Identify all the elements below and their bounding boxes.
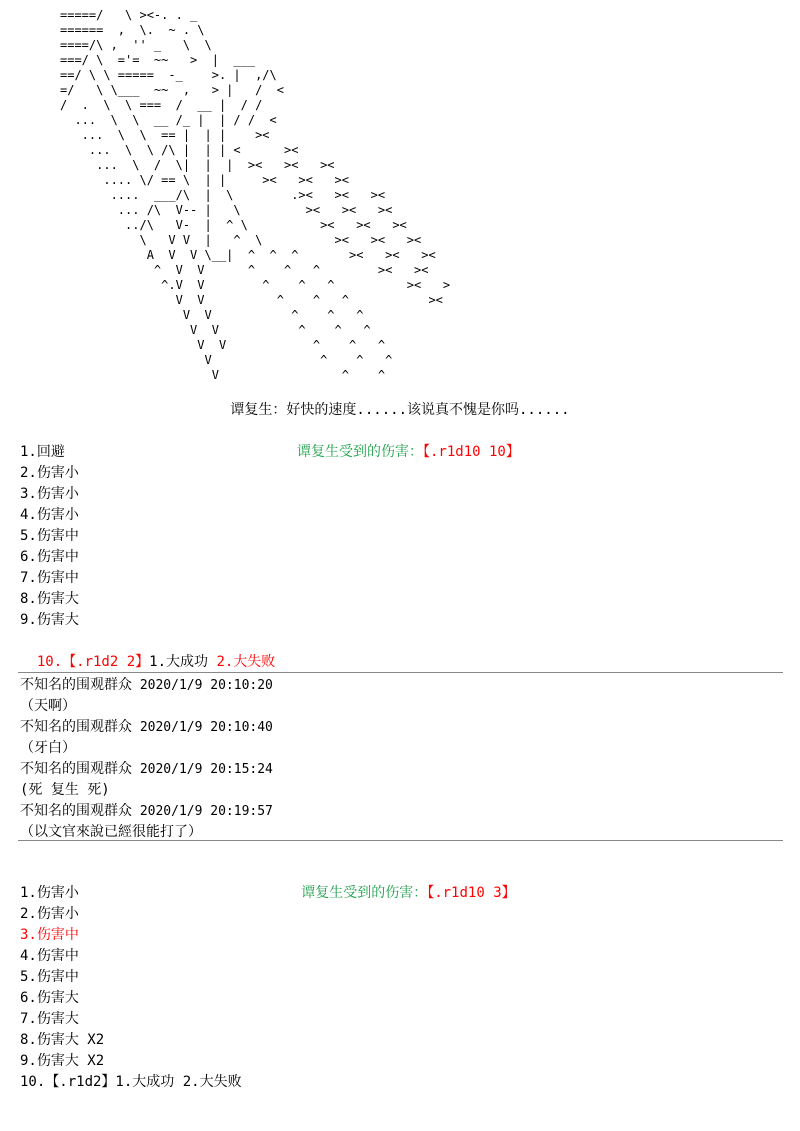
comment-text: (死 复生 死) xyxy=(20,782,110,798)
comment-text: （以文官來說已經很能打了） xyxy=(20,824,202,840)
comment-user: 不知名的围观群众 xyxy=(20,677,132,693)
damage-item: 1.伤害小 xyxy=(20,885,79,901)
comment-header xyxy=(20,801,273,822)
damage-item: 9.伤害大 xyxy=(20,612,79,628)
damage-item: 6.伤害大 xyxy=(20,990,79,1006)
damage-item: 5.伤害中 xyxy=(20,969,79,985)
comment-header xyxy=(20,675,273,696)
comment-header xyxy=(20,717,273,738)
damage-item: 2.伤害小 xyxy=(20,906,79,922)
comment-header xyxy=(20,759,273,780)
divider-top xyxy=(18,672,783,673)
item10-roll: 10.【.r1d2 2】 xyxy=(36,654,150,670)
comment-time: 2020/1/9 20:19:57 xyxy=(132,804,273,819)
comment-user: 不知名的围观群众 xyxy=(20,719,132,735)
damage-item: 7.伤害中 xyxy=(20,570,79,586)
damage-item: 4.伤害小 xyxy=(20,507,79,523)
damage-item-10 xyxy=(20,631,275,673)
comment-user: 不知名的围观群众 xyxy=(20,761,132,777)
item10-option-2: 2.大失败 xyxy=(216,654,276,670)
damage-item: 7.伤害大 xyxy=(20,1011,79,1027)
damage-prefix: 谭复生受到的伤害： xyxy=(301,885,428,901)
damage-prefix: 谭复生受到的伤害： xyxy=(297,444,423,460)
damage-item: 9.伤害大 X2 xyxy=(20,1053,105,1069)
comment-text: （牙白） xyxy=(20,740,76,756)
damage-item: 1.回避 xyxy=(20,444,65,460)
damage-roll-result: 【.r1d10 10】 xyxy=(423,444,520,460)
dialogue-line: 谭复生：好快的速度......该说真不愧是你吗...... xyxy=(230,402,570,418)
damage-item: 8.伤害大 X2 xyxy=(20,1032,105,1048)
comment-time: 2020/1/9 20:15:24 xyxy=(132,762,273,777)
comment-time: 2020/1/9 20:10:20 xyxy=(132,678,273,693)
comment-time: 2020/1/9 20:10:40 xyxy=(132,720,273,735)
damage-item: 3.伤害中 xyxy=(20,927,79,943)
comment-text: （天啊） xyxy=(20,698,76,714)
divider-bottom xyxy=(18,840,783,841)
damage-item: 5.伤害中 xyxy=(20,528,79,544)
damage-item: 10.【.r1d2】1.大成功 2.大失败 xyxy=(20,1074,242,1090)
damage-item: 4.伤害中 xyxy=(20,948,79,964)
item10-option-1: 1.大成功 xyxy=(149,654,217,670)
damage-item: 3.伤害小 xyxy=(20,486,79,502)
damage-item: 2.伤害小 xyxy=(20,465,79,481)
comment-user: 不知名的围观群众 xyxy=(20,803,132,819)
damage-item: 6.伤害中 xyxy=(20,549,79,565)
damage-roll-result: 【.r1d10 3】 xyxy=(427,885,516,901)
damage-roll-header-2 xyxy=(0,862,800,904)
damage-roll-header-1 xyxy=(0,421,800,463)
ascii-art-illustration: =====/ \ ><-. . _ ====== , \. ~ . \ ====/\ , '' _ \ \ ===/ \ ='= ~~ > | ___ ==/ \ \ ===== -_ >. | ,/\ =/ \ \___ ~~ , > | / < / . \ \ === / __ | / / ... \ \ __ /_ | | / / < ... \ \ == | | | >< ... \ \ /\ | | | < >< ... \ / \| | | >< >< >< .... \/ == \ | | >< >< >< .... ___/\ | \ .>< >< >< ... /\ V-- | \ >< >< >< ../\ V- | ^ \ >< >< >< \ V V | ^ \ >< >< >< A V V \__| ^ ^ ^ >< >< >< ^ V V ^ ^ ^ >< >< ^.V V ^ ^ ^ >< > V V ^ ^ ^ >< V V ^ ^ ^ V V ^ ^ ^ V V ^ ^ ^ V ^ ^ ^ V ^ ^ xyxy=(60,8,451,382)
damage-item: 8.伤害大 xyxy=(20,591,79,607)
